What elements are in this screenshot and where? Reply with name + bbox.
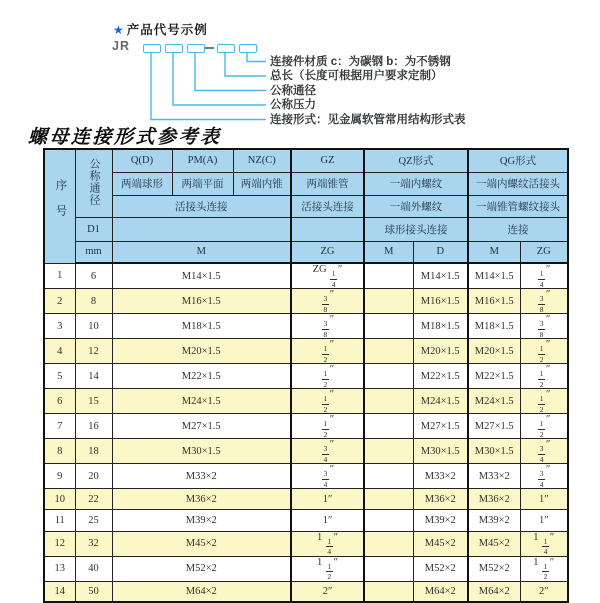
label-total-length: 总长（长度可根据用户要求定制） — [270, 70, 443, 82]
cell-mm: 22 — [75, 489, 112, 510]
fraction: $\frac{3}{4}$ — [323, 444, 328, 464]
table-row — [44, 439, 568, 464]
table-row — [44, 314, 568, 339]
header-qz-connection: 一端外螺纹 — [364, 195, 468, 217]
cell-m: M36×2 — [112, 489, 291, 510]
header-qz-d: D — [413, 241, 468, 263]
header-qg-connection2: 连接 — [468, 217, 568, 241]
cell-qg-zg: $\frac{3}{8}$ ″ — [520, 289, 568, 314]
cell-qg-zg: 1 $\frac{1}{2}$ ″ — [520, 556, 568, 581]
diagram-title-text: 产品代号示例 — [126, 23, 208, 37]
cell-qg-m: M22×1.5 — [468, 364, 520, 389]
label-connection-type: 连接形式：见金属软管常用结构形式表 — [270, 113, 466, 126]
cell-qz-d: M27×1.5 — [413, 414, 468, 439]
cell-m: M30×1.5 — [112, 439, 291, 464]
fraction: $\frac{1}{2}$ — [327, 561, 332, 582]
cell-seq: 7 — [44, 414, 75, 439]
fraction: $\frac{1}{2}$ — [539, 394, 544, 414]
empty-cell — [112, 217, 291, 241]
cell-m: M27×1.5 — [112, 414, 291, 439]
fraction: $\frac{3}{8}$ — [323, 294, 328, 314]
table-row — [44, 510, 568, 531]
cell-qg-m: M39×2 — [468, 510, 520, 531]
header-qg-m: M — [468, 241, 520, 263]
cell-seq: 13 — [44, 556, 75, 581]
header-union-connection: 活接头连接 — [112, 195, 291, 217]
cell-mm: 20 — [75, 464, 112, 489]
fraction: $\frac{1}{4}$ — [331, 269, 336, 289]
header-pm-desc: 两端平面 — [172, 172, 233, 195]
cell-qg-m: M14×1.5 — [468, 263, 520, 289]
product-code-prefix: JR — [112, 39, 130, 53]
cell-qg-zg: 1″ — [520, 510, 568, 531]
cell-gz: 2″ — [291, 581, 364, 602]
cell-gz: $\frac{1}{2}$ ″ — [291, 339, 364, 364]
cell-mm: 10 — [75, 314, 112, 339]
cell-mm: 8 — [75, 289, 112, 314]
header-q-desc: 两端球形 — [112, 172, 172, 195]
nut-connection-reference-table — [43, 148, 569, 603]
cell-mm: 32 — [75, 531, 112, 556]
cell-m: M24×1.5 — [112, 389, 291, 414]
table-row — [44, 389, 568, 414]
cell-seq: 3 — [44, 314, 75, 339]
cell-qz-d: M22×1.5 — [413, 364, 468, 389]
empty-cell — [364, 581, 413, 602]
empty-cell — [364, 531, 413, 556]
cell-qg-zg: $\frac{1}{4}$ ″ — [520, 263, 568, 289]
fraction: $\frac{1}{2}$ — [323, 369, 328, 389]
cell-m: M45×2 — [112, 531, 291, 556]
empty-cell — [364, 556, 413, 581]
table-row — [44, 464, 568, 489]
cell-seq: 4 — [44, 339, 75, 364]
empty-cell — [364, 289, 413, 314]
fraction: $\frac{1}{2}$ — [323, 394, 328, 414]
empty-cell — [364, 510, 413, 531]
header-nz-desc: 两端内锥 — [233, 172, 291, 195]
table-row — [44, 289, 568, 314]
header-form-gz: GZ — [291, 149, 364, 172]
header-form-nz: NZ(C) — [233, 149, 291, 172]
fraction: $\frac{1}{2}$ — [323, 419, 328, 439]
cell-qz-d: M45×2 — [413, 531, 468, 556]
cell-qg-m: M45×2 — [468, 531, 520, 556]
cell-mm: 12 — [75, 339, 112, 364]
cell-m: M22×1.5 — [112, 364, 291, 389]
fraction: $\frac{3}{8}$ — [539, 294, 544, 314]
empty-cell — [364, 364, 413, 389]
table-row — [44, 556, 568, 581]
cell-mm: 18 — [75, 439, 112, 464]
cell-qg-m: M64×2 — [468, 581, 520, 602]
cell-gz: $\frac{3}{8}$ ″ — [291, 314, 364, 339]
cell-seq: 12 — [44, 531, 75, 556]
fraction: $\frac{3}{4}$ — [323, 469, 328, 489]
cell-qg-zg: $\frac{1}{2}$ ″ — [520, 339, 568, 364]
fraction: $\frac{1}{2}$ — [543, 561, 548, 582]
header-form-qg: QG形式 — [468, 149, 568, 172]
empty-cell — [364, 339, 413, 364]
header-d1: D1 — [75, 217, 112, 241]
cell-gz: $\frac{1}{2}$ ″ — [291, 414, 364, 439]
empty-cell — [364, 439, 413, 464]
cell-qz-d: M18×1.5 — [413, 314, 468, 339]
fraction: $\frac{1}{2}$ — [323, 344, 328, 364]
cell-qz-d: M24×1.5 — [413, 389, 468, 414]
cell-qg-m: M18×1.5 — [468, 314, 520, 339]
cell-m: M16×1.5 — [112, 289, 291, 314]
fraction: $\frac{3}{8}$ — [323, 319, 328, 339]
empty-cell — [291, 217, 364, 241]
header-form-q: Q(D) — [112, 149, 172, 172]
table-row — [44, 489, 568, 510]
cell-seq: 10 — [44, 489, 75, 510]
cell-mm: 15 — [75, 389, 112, 414]
cell-qg-m: M52×2 — [468, 556, 520, 581]
header-seq: 序号 — [44, 149, 75, 263]
fraction: $\frac{1}{4}$ — [543, 536, 548, 557]
table-row — [44, 263, 568, 289]
cell-seq: 14 — [44, 581, 75, 602]
star-icon: ★ — [113, 23, 125, 37]
cell-m: M14×1.5 — [112, 263, 291, 289]
cell-qg-m: M16×1.5 — [468, 289, 520, 314]
cell-qg-zg: $\frac{1}{2}$ ″ — [520, 364, 568, 389]
table-row — [44, 531, 568, 556]
cell-qg-m: M33×2 — [468, 464, 520, 489]
cell-qg-m: M36×2 — [468, 489, 520, 510]
cell-qz-d: M64×2 — [413, 581, 468, 602]
cell-mm: 16 — [75, 414, 112, 439]
label-nominal-diameter: 公称通径 — [270, 84, 316, 97]
table-row — [44, 414, 568, 439]
header-nominal-diameter: 公称通径 — [75, 149, 112, 217]
cell-gz: 1″ — [291, 489, 364, 510]
fraction: $\frac{3}{4}$ — [539, 469, 544, 489]
cell-gz: $\frac{1}{2}$ ″ — [291, 389, 364, 414]
fraction: $\frac{1}{4}$ — [327, 536, 332, 557]
header-gz-connection: 活接头连接 — [291, 195, 364, 217]
empty-cell — [364, 389, 413, 414]
header-zg: ZG — [291, 241, 364, 263]
cell-gz: 1 $\frac{1}{2}$ ″ — [291, 556, 364, 581]
cell-qg-zg: $\frac{1}{2}$ ″ — [520, 389, 568, 414]
cell-mm: 40 — [75, 556, 112, 581]
cell-gz: $\frac{3}{4}$ ″ — [291, 439, 364, 464]
table-title: 螺母连接形式参考表 — [27, 127, 222, 148]
cell-seq: 11 — [44, 510, 75, 531]
cell-mm: 14 — [75, 364, 112, 389]
table-row — [44, 581, 568, 602]
cell-qz-d: M30×1.5 — [413, 439, 468, 464]
table-row — [44, 364, 568, 389]
header-qz-m: M — [364, 241, 413, 263]
cell-seq: 2 — [44, 289, 75, 314]
cell-qz-d: M33×2 — [413, 464, 468, 489]
header-qg-zg: ZG — [520, 241, 568, 263]
label-nominal-pressure: 公称压力 — [270, 99, 316, 111]
cell-mm: 6 — [75, 263, 112, 289]
empty-cell — [364, 489, 413, 510]
cell-m: M33×2 — [112, 464, 291, 489]
cell-qz-d: M52×2 — [413, 556, 468, 581]
cell-seq: 9 — [44, 464, 75, 489]
cell-mm: 50 — [75, 581, 112, 602]
cell-qg-zg: $\frac{3}{8}$ ″ — [520, 314, 568, 339]
cell-m: M20×1.5 — [112, 339, 291, 364]
cell-qz-d: M36×2 — [413, 489, 468, 510]
fraction: $\frac{3}{8}$ — [539, 319, 544, 339]
cell-qz-d: M16×1.5 — [413, 289, 468, 314]
empty-cell — [364, 263, 413, 289]
header-mm: mm — [75, 241, 112, 263]
cell-qg-zg: 1 $\frac{1}{4}$ ″ — [520, 531, 568, 556]
cell-m: M52×2 — [112, 556, 291, 581]
empty-cell — [364, 464, 413, 489]
header-qg-desc: 一端内螺纹活接头 — [468, 172, 568, 195]
empty-cell — [364, 314, 413, 339]
header-qz-connection2: 球形接头连接 — [364, 217, 468, 241]
cell-mm: 25 — [75, 510, 112, 531]
header-form-pm: PM(A) — [172, 149, 233, 172]
cell-qg-m: M27×1.5 — [468, 414, 520, 439]
header-m: M — [112, 241, 291, 263]
cell-qg-zg: $\frac{1}{2}$ ″ — [520, 414, 568, 439]
fraction: $\frac{3}{4}$ — [539, 444, 544, 464]
cell-qg-zg: $\frac{3}{4}$ ″ — [520, 439, 568, 464]
cell-gz: $\frac{1}{2}$ ″ — [291, 364, 364, 389]
cell-qg-zg: 2″ — [520, 581, 568, 602]
header-qz-desc: 一端内螺纹 — [364, 172, 468, 195]
cell-qz-d: M20×1.5 — [413, 339, 468, 364]
cell-m: M64×2 — [112, 581, 291, 602]
header-qg-connection: 一端锥管螺纹接头 — [468, 195, 568, 217]
cell-qg-zg: $\frac{3}{4}$ ″ — [520, 464, 568, 489]
cell-seq: 8 — [44, 439, 75, 464]
header-form-qz: QZ形式 — [364, 149, 468, 172]
table-body — [44, 263, 568, 602]
label-material: 连接件材质 c：为碳钢 b：为不锈钢 — [270, 56, 451, 68]
cell-qg-m: M20×1.5 — [468, 339, 520, 364]
cell-gz: $\frac{3}{4}$ ″ — [291, 464, 364, 489]
cell-gz: $\frac{3}{8}$ ″ — [291, 289, 364, 314]
cell-qz-d: M39×2 — [413, 510, 468, 531]
cell-qg-m: M24×1.5 — [468, 389, 520, 414]
empty-cell — [364, 414, 413, 439]
cell-seq: 6 — [44, 389, 75, 414]
fraction: $\frac{1}{2}$ — [539, 344, 544, 364]
cell-seq: 5 — [44, 364, 75, 389]
cell-qg-zg: 1″ — [520, 489, 568, 510]
fraction: $\frac{1}{4}$ — [539, 269, 544, 289]
header-gz-desc: 两端锥管 — [291, 172, 364, 195]
cell-gz: ZG $\frac{1}{4}$ ″ — [291, 263, 364, 289]
fraction: $\frac{1}{2}$ — [539, 419, 544, 439]
cell-m: M39×2 — [112, 510, 291, 531]
fraction: $\frac{1}{2}$ — [539, 369, 544, 389]
cell-seq: 1 — [44, 263, 75, 289]
cell-qg-m: M30×1.5 — [468, 439, 520, 464]
cell-m: M18×1.5 — [112, 314, 291, 339]
cell-gz: 1″ — [291, 510, 364, 531]
table-row — [44, 339, 568, 364]
cell-gz: 1 $\frac{1}{4}$ ″ — [291, 531, 364, 556]
cell-qz-d: M14×1.5 — [413, 263, 468, 289]
